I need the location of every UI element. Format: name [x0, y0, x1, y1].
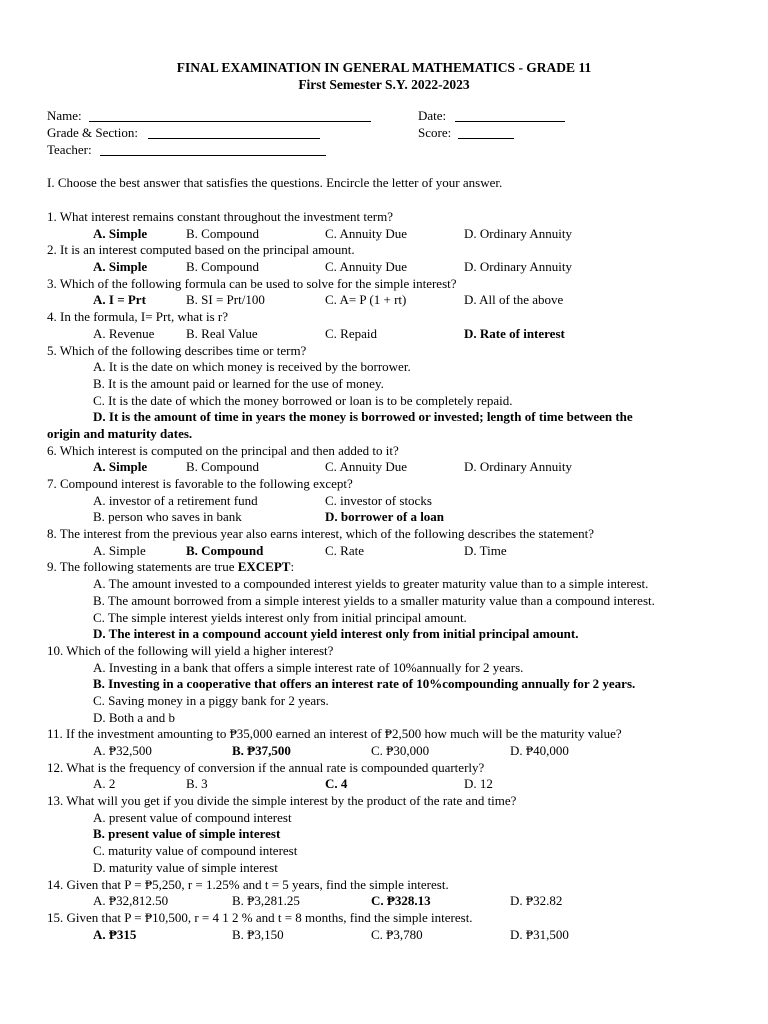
answer-option[interactable]: C. A= P (1 + rt) — [325, 292, 407, 308]
options-row — [47, 459, 717, 476]
answer-option[interactable]: C. investor of stocks — [325, 492, 432, 508]
date-label: Date: — [418, 108, 447, 123]
question-text — [47, 526, 717, 543]
answer-option[interactable]: B. present value of simple interest — [93, 826, 281, 842]
answer-option[interactable]: D. Rate of interest — [464, 325, 565, 341]
answer-option[interactable]: A. ₱32,500 — [93, 743, 152, 758]
answer-option[interactable]: A. Simple — [93, 225, 148, 241]
question-text — [47, 793, 717, 810]
options-row — [47, 693, 717, 710]
answer-option[interactable]: A. Investing in a bank that offers a simple interest rate of 10%annually for 2 years. — [93, 659, 524, 675]
answer-option[interactable]: B. Compound — [186, 542, 264, 558]
question-text — [47, 309, 717, 326]
question-stem: 9. The following statements are true — [47, 559, 238, 575]
options-row — [47, 576, 717, 593]
answer-option[interactable]: D. 12 — [464, 776, 493, 792]
answer-option[interactable]: A. I = Prt — [93, 292, 146, 308]
question-stem: 12. What is the frequency of conversion if the annual rate is compounded quarterly? — [47, 759, 485, 775]
answer-option[interactable]: D. The interest in a compound account yield interest only from initial principal amount. — [93, 626, 579, 642]
answer-option[interactable]: A. investor of a retirement fund — [93, 492, 258, 508]
grade-field[interactable] — [148, 138, 320, 139]
answer-option[interactable]: C. It is the date of which the money borrowed or loan is to be completely repaid. — [93, 392, 513, 408]
options-row — [47, 610, 717, 627]
question-text — [47, 209, 717, 226]
question-text — [47, 343, 717, 360]
answer-option[interactable]: C. The simple interest yields interest only from initial principal amount. — [93, 609, 467, 625]
question-stem: 5. Which of the following describes time or term? — [47, 342, 307, 358]
answer-option[interactable]: B. SI = Prt/100 — [186, 292, 265, 308]
options-row — [47, 893, 717, 910]
question-stem: 7. Compound interest is favorable to the following except? — [47, 476, 353, 491]
answer-option[interactable]: B. The amount borrowed from a simple interest yields to a smaller maturity value than a compound interest. — [93, 592, 655, 608]
question-text — [47, 726, 717, 743]
teacher-field[interactable] — [100, 155, 326, 156]
answer-option[interactable]: D. Ordinary Annuity — [464, 259, 572, 275]
grade-label: Grade & Section: — [47, 125, 138, 140]
options-row — [47, 843, 717, 860]
answer-option[interactable]: C. maturity value of compound interest — [93, 843, 298, 859]
answer-option[interactable]: B. Compound — [186, 259, 259, 275]
answer-option[interactable]: C. ₱328.13 — [371, 893, 431, 909]
answer-option[interactable]: A. present value of compound interest — [93, 809, 292, 825]
question-text — [47, 877, 717, 894]
question-text — [47, 476, 717, 493]
answer-option[interactable]: A. The amount invested to a compounded interest yields to greater maturity value than to a simple interest. — [93, 576, 649, 592]
question-emphasis: EXCEPT — [237, 559, 291, 575]
name-field[interactable] — [89, 121, 371, 122]
question-text — [47, 643, 717, 660]
answer-option[interactable]: B. 3 — [186, 776, 208, 792]
name-label: Name: — [47, 108, 82, 123]
answer-option[interactable]: B. Compound — [186, 225, 259, 241]
question-text — [47, 242, 717, 259]
answer-option[interactable]: A. Simple — [93, 542, 146, 558]
options-row — [47, 660, 717, 677]
question-text — [47, 276, 717, 293]
question-stem: 2. It is an interest computed based on the principal amount. — [47, 242, 355, 258]
answer-option[interactable]: C. Annuity Due — [325, 225, 407, 241]
answer-option[interactable]: B. person who saves in bank — [93, 509, 242, 525]
options-row — [47, 810, 717, 827]
options-row — [47, 292, 717, 309]
answer-option[interactable]: C. Annuity Due — [325, 459, 407, 475]
options-row — [47, 426, 717, 443]
answer-option[interactable]: D. ₱32.82 — [510, 893, 563, 909]
answer-option[interactable]: B. ₱37,500 — [232, 743, 291, 758]
question-stem: 6. Which interest is computed on the principal and then added to it? — [47, 442, 399, 458]
answer-option[interactable]: C. ₱30,000 — [371, 743, 430, 758]
answer-option[interactable]: D. ₱40,000 — [510, 743, 569, 758]
answer-option[interactable]: A. Simple — [93, 259, 148, 275]
options-row — [47, 626, 717, 643]
options-row — [47, 593, 717, 610]
answer-option[interactable]: A. Simple — [93, 459, 148, 475]
answer-option[interactable]: B. ₱3,150 — [232, 926, 284, 942]
options-row — [47, 326, 717, 343]
question-stem: 3. Which of the following formula can be used to solve for the simple interest? — [47, 275, 457, 291]
answer-option[interactable]: B. ₱3,281.25 — [232, 893, 300, 909]
options-row — [47, 543, 717, 560]
options-row — [47, 409, 717, 426]
answer-option[interactable]: C. Saving money in a piggy bank for 2 years. — [93, 692, 329, 708]
options-row — [47, 743, 717, 760]
options-row — [47, 376, 717, 393]
question-stem: 10. Which of the following will yield a higher interest? — [47, 642, 334, 658]
teacher-label: Teacher: — [47, 142, 92, 157]
answer-option[interactable]: A. ₱32,812.50 — [93, 893, 169, 909]
answer-option[interactable]: C. Rate — [325, 542, 364, 558]
answer-option[interactable]: D. Both a and b — [93, 709, 175, 725]
options-row — [47, 927, 717, 944]
options-row — [47, 493, 717, 510]
answer-option[interactable]: C. 4 — [325, 776, 348, 792]
answer-option[interactable]: D. borrower of a loan — [325, 509, 445, 525]
answer-option[interactable]: D. Time — [464, 542, 507, 558]
answer-option[interactable]: A. Revenue — [93, 325, 155, 341]
answer-option[interactable]: B. Investing in a cooperative that offers an interest rate of 10%compounding annually for 2 years. — [93, 676, 636, 692]
options-row — [47, 826, 717, 843]
answer-option[interactable]: D. Ordinary Annuity — [464, 225, 572, 241]
options-row — [47, 710, 717, 727]
question-list — [47, 209, 717, 943]
answer-option[interactable]: A. 2 — [93, 776, 116, 792]
question-text — [47, 443, 717, 460]
answer-option[interactable]: B. Real Value — [186, 325, 258, 341]
answer-option[interactable]: D. Ordinary Annuity — [464, 459, 572, 475]
question-stem: 11. If the investment amounting to ₱35,000 earned an interest of ₱2,500 how much will be the maturity value? — [47, 726, 622, 742]
score-field[interactable] — [458, 138, 514, 139]
answer-option[interactable]: D. maturity value of simple interest — [93, 859, 278, 875]
question-stem: 1. What interest remains constant throughout the investment term? — [47, 209, 393, 224]
question-stem: 4. In the formula, I= Prt, what is r? — [47, 309, 228, 325]
answer-option[interactable]: B. It is the amount paid or learned for the use of money. — [93, 375, 384, 391]
exam-subtitle: First Semester S.Y. 2022-2023 — [298, 77, 470, 92]
options-row — [47, 676, 717, 693]
date-field[interactable] — [455, 121, 565, 122]
answer-option[interactable]: C. ₱3,780 — [371, 926, 423, 942]
question-stem: 15. Given that P = ₱10,500, r = 4 1 2 % and t = 8 months, find the simple interest. — [47, 909, 473, 925]
answer-option[interactable]: A. ₱315 — [93, 926, 137, 942]
score-label: Score: — [418, 125, 452, 140]
options-row — [47, 393, 717, 410]
answer-option[interactable]: B. Compound — [186, 459, 259, 475]
answer-option[interactable]: C. Repaid — [325, 325, 377, 341]
options-row — [47, 509, 717, 526]
options-row — [47, 776, 717, 793]
question-text — [47, 559, 717, 576]
question-text — [47, 760, 717, 777]
options-row — [47, 226, 717, 243]
answer-option[interactable]: D. It is the amount of time in years the money is borrowed or invested; length of time between the — [93, 409, 633, 425]
question-tail: : — [290, 559, 295, 575]
answer-option[interactable]: D. All of the above — [464, 292, 564, 308]
options-row — [47, 860, 717, 877]
answer-option[interactable]: A. It is the date on which money is received by the borrower. — [93, 359, 411, 375]
question-text — [47, 910, 717, 927]
question-stem: 8. The interest from the previous year also earns interest, which of the following describes the statement? — [47, 526, 595, 542]
answer-option[interactable]: origin and maturity dates. — [47, 425, 193, 441]
answer-option[interactable]: C. Annuity Due — [325, 259, 407, 275]
instructions: I. Choose the best answer that satisfies the questions. Encircle the letter of your answer. — [47, 175, 503, 190]
options-row — [47, 259, 717, 276]
question-stem: 13. What will you get if you divide the simple interest by the product of the rate and time? — [47, 793, 517, 809]
exam-title: FINAL EXAMINATION IN GENERAL MATHEMATICS - GRADE 11 — [176, 60, 592, 75]
options-row — [47, 359, 717, 376]
answer-option[interactable]: D. ₱31,500 — [510, 926, 569, 942]
question-stem: 14. Given that P = ₱5,250, r = 1.25% and t = 5 years, find the simple interest. — [47, 876, 449, 892]
